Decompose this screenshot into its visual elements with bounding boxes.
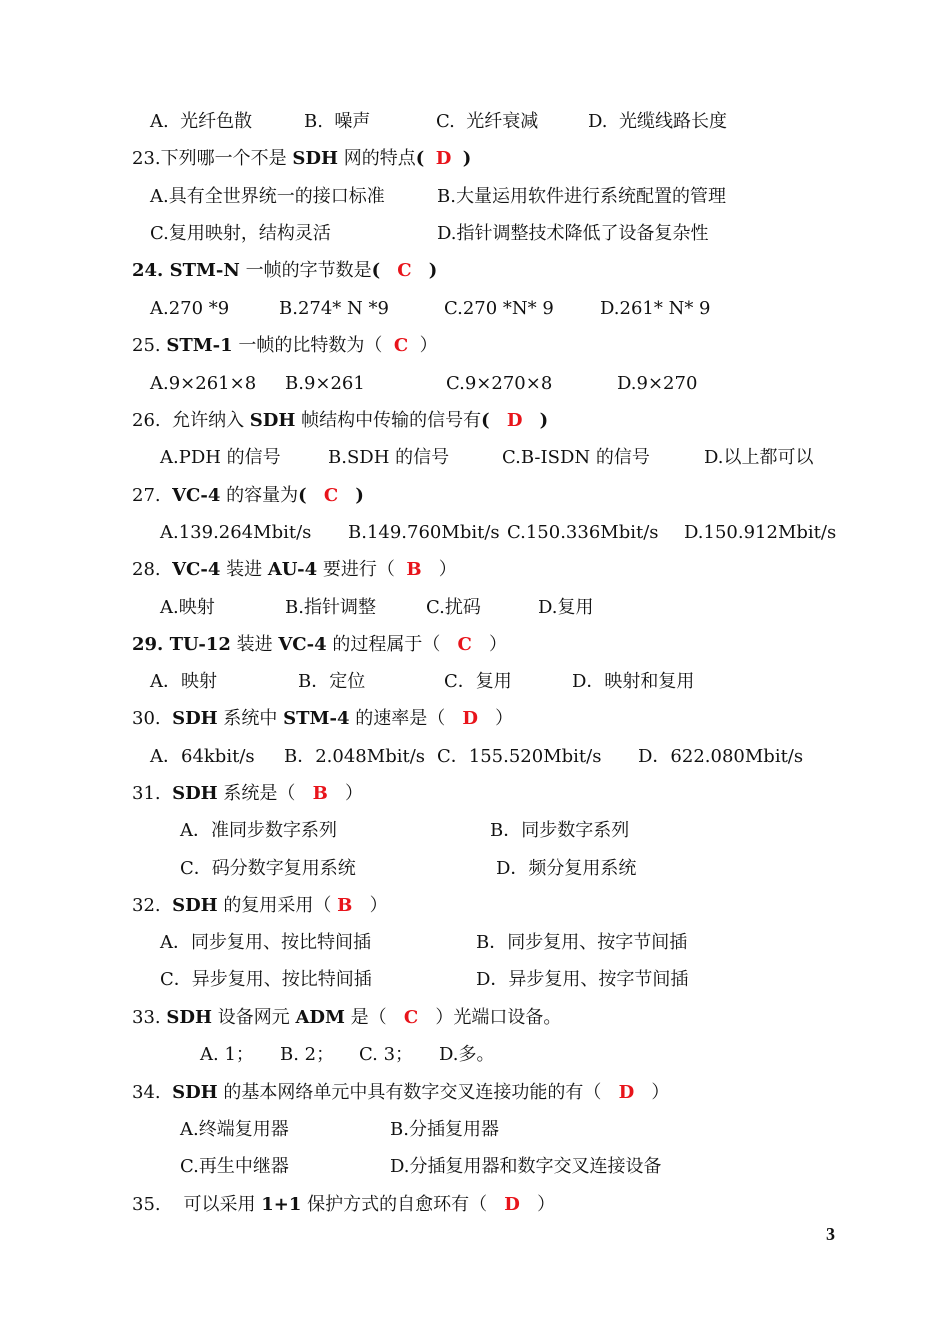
q25-option-a: A.9×261×8: [150, 373, 257, 394]
q27-option-a: A.139.264Mbit/s: [160, 522, 312, 543]
q23-option-b: B.大量运用软件进行系统配置的管理: [437, 186, 726, 207]
question-26: 26. 允许纳入 SDH 帧结构中传输的信号有( D ): [132, 410, 549, 431]
q29-option-b: B．定位: [298, 671, 366, 692]
page-number: 3: [826, 1224, 835, 1244]
q29-option-a: A．映射: [150, 671, 217, 692]
answer-23: D: [435, 148, 452, 169]
q33-option-b: B. 2；: [280, 1044, 335, 1065]
question-32: 32. SDH 的复用采用（ B ）: [132, 895, 388, 916]
q31-option-c: C．码分数字复用系统: [180, 858, 356, 879]
question-31: 31. SDH 系统是（ B ）: [132, 783, 363, 804]
q26-option-c: C.B-ISDN 的信号: [502, 447, 650, 468]
q34-option-c: C.再生中继器: [180, 1156, 289, 1177]
q22-option-c: C. 光纤衰减: [436, 111, 539, 132]
answer-30: D: [462, 708, 478, 729]
q24-option-b: B.274* N *9: [279, 298, 389, 319]
q27-option-d: D.150.912Mbit/s: [684, 522, 837, 543]
q34-option-b: B.分插复用器: [390, 1119, 499, 1140]
q31-option-b: B．同步数字系列: [490, 820, 630, 841]
question-28: 28. VC-4 装进 AU-4 要进行（ B ）: [132, 559, 457, 580]
q34-option-d: D.分插复用器和数字交叉连接设备: [390, 1156, 662, 1177]
q26-option-d: D.以上都可以: [704, 447, 814, 468]
question-35: 35. 可以采用 1+1 保护方式的自愈环有（ D ）: [132, 1194, 556, 1215]
answer-35: D: [504, 1194, 520, 1215]
question-34: 34. SDH 的基本网络单元中具有数字交叉连接功能的有（ D ）: [132, 1082, 670, 1103]
q27-option-b: B.149.760Mbit/s: [348, 522, 500, 543]
q30-option-c: C．155.520Mbit/s: [437, 746, 602, 767]
q33-option-c: C. 3；: [359, 1044, 414, 1065]
q28-option-a: A.映射: [160, 597, 215, 618]
question-30: 30. SDH 系统中 STM-4 的速率是（ D ）: [132, 708, 514, 729]
q23-option-c: C.复用映射，结构灵活: [150, 223, 331, 244]
q24-option-a: A.270 *9: [150, 298, 230, 319]
q22-option-a: A. 光纤色散: [150, 111, 253, 132]
q31-option-d: D．频分复用系统: [496, 858, 637, 879]
q22-option-d: D. 光缆线路长度: [588, 111, 727, 132]
q24-option-c: C.270 *N* 9: [444, 298, 554, 319]
q29-option-d: D．映射和复用: [572, 671, 695, 692]
q30-option-d: D．622.080Mbit/s: [638, 746, 804, 767]
q34-option-a: A.终端复用器: [180, 1119, 289, 1140]
q32-option-d: D．异步复用、按字节间插: [476, 969, 689, 990]
answer-32: B: [337, 895, 353, 916]
q32-option-b: B．同步复用、按字节间插: [476, 932, 688, 953]
answer-31: B: [312, 783, 328, 804]
q27-option-c: C.150.336Mbit/s: [507, 522, 659, 543]
q30-option-b: B．2.048Mbit/s: [284, 746, 426, 767]
question-27: 27. VC-4 的容量为( C ): [132, 485, 364, 506]
q22-option-b: B. 噪声: [304, 111, 371, 132]
q28-option-d: D.复用: [538, 597, 594, 618]
q30-option-a: A．64kbit/s: [150, 746, 255, 767]
q32-option-a: A．同步复用、按比特间插: [160, 932, 371, 953]
q25-option-b: B.9×261: [285, 373, 365, 394]
question-33: 33. SDH 设备网元 ADM 是（ C ）光端口设备。: [132, 1007, 562, 1028]
question-24: 24. STM-N 一帧的字节数是( C ): [132, 260, 438, 281]
q26-option-b: B.SDH 的信号: [328, 447, 450, 468]
answer-33: C: [403, 1007, 419, 1028]
answer-25: C: [393, 335, 409, 356]
question-23: 23.下列哪一个不是 SDH 网的特点( D ): [132, 148, 472, 169]
answer-29: C: [457, 634, 472, 655]
q31-option-a: A．准同步数字系列: [180, 820, 337, 841]
q28-option-c: C.扰码: [426, 597, 481, 618]
q24-option-d: D.261* N* 9: [600, 298, 711, 319]
q25-option-d: D.9×270: [617, 373, 698, 394]
answer-26: D: [506, 410, 523, 431]
q33-option-d: D.多。: [439, 1044, 495, 1065]
q26-option-a: A.PDH 的信号: [160, 447, 281, 468]
q32-option-c: C．异步复用、按比特间插: [160, 969, 372, 990]
answer-24: C: [397, 260, 412, 281]
question-25: 25. STM-1 一帧的比特数为（ C ）: [132, 335, 438, 356]
q25-option-c: C.9×270×8: [446, 373, 553, 394]
q29-option-c: C．复用: [444, 671, 512, 692]
answer-27: C: [323, 485, 339, 506]
q23-option-d: D.指针调整技术降低了设备复杂性: [437, 223, 709, 244]
answer-34: D: [618, 1082, 635, 1103]
q28-option-b: B.指针调整: [285, 597, 376, 618]
question-29: 29. TU-12 装进 VC-4 的过程属于（ C ）: [132, 634, 508, 655]
answer-28: B: [406, 559, 422, 580]
q23-option-a: A.具有全世界统一的接口标准: [150, 186, 385, 207]
q33-option-a: A. 1；: [200, 1044, 254, 1065]
